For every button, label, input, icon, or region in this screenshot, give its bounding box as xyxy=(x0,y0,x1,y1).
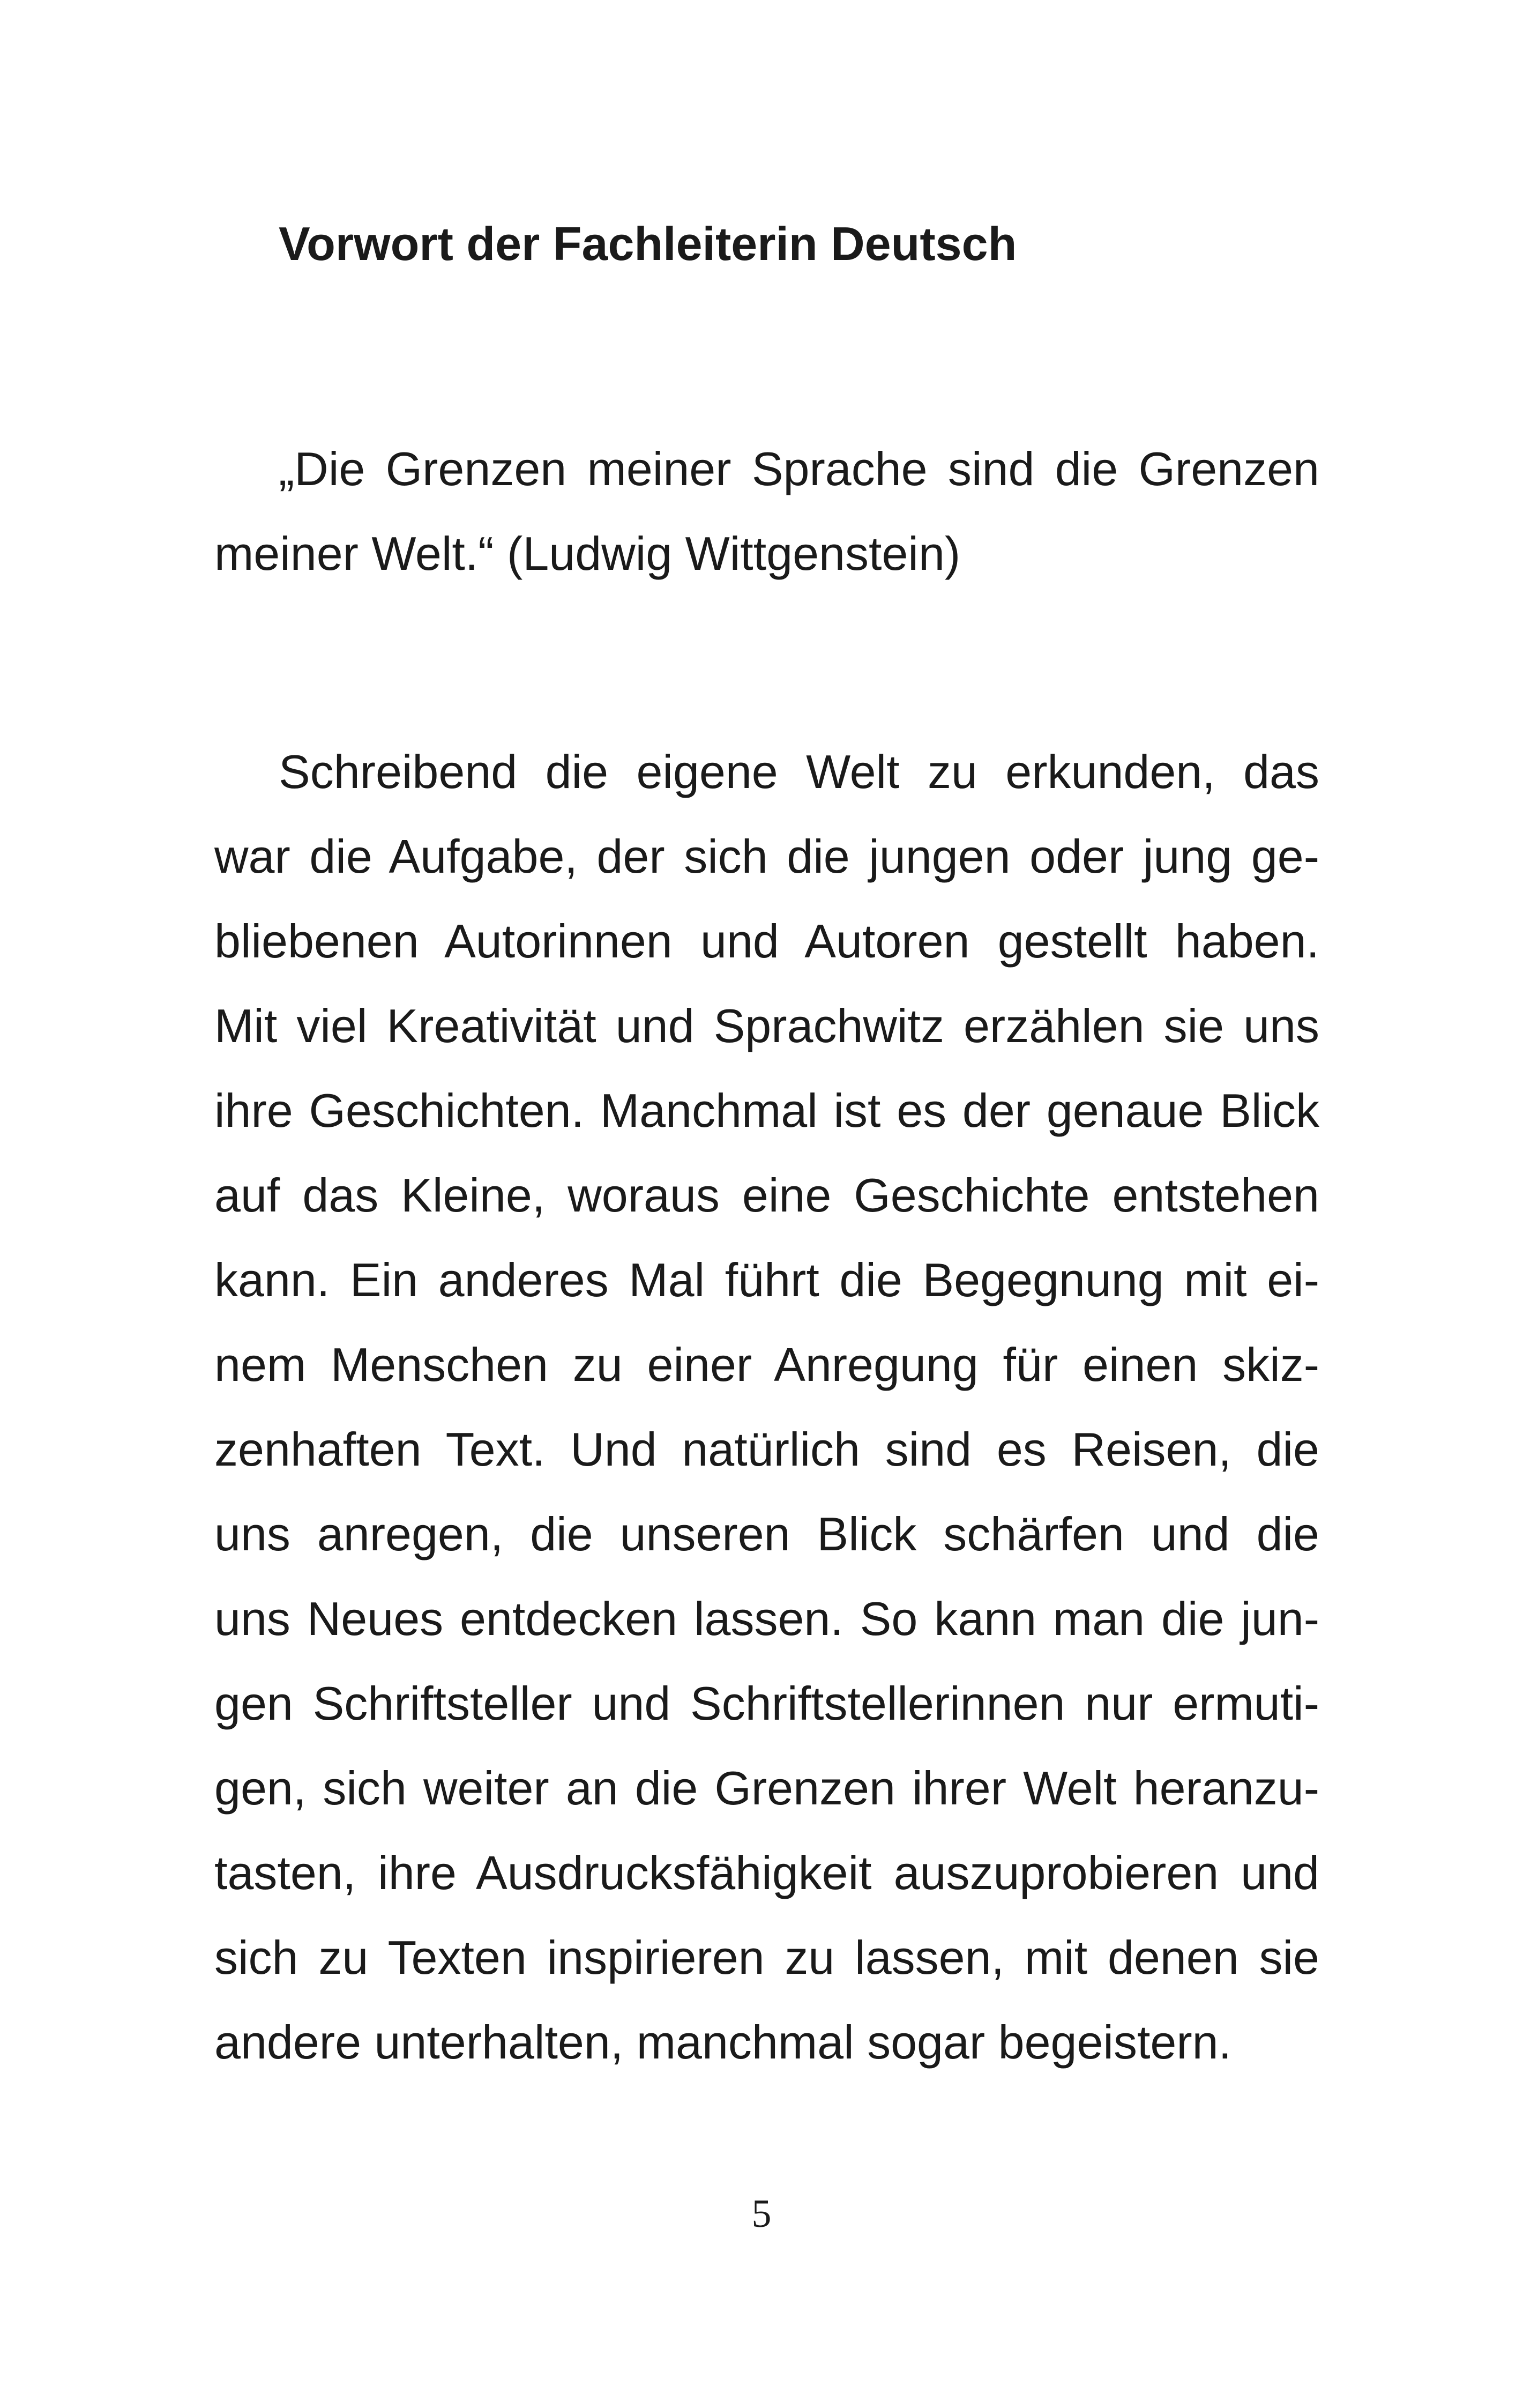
body-line: bliebenen Autorinnen und Autoren gestellt haben. xyxy=(214,915,1319,968)
body-line: andere unterhalten, manchmal sogar begeistern. xyxy=(214,2016,1232,2069)
body-line: tasten, ihre Ausdrucksfähigkeit auszuprobieren und xyxy=(214,1846,1319,1899)
body-line: gen, sich weiter an die Grenzen ihrer Welt heranzu- xyxy=(214,1762,1319,1815)
body-line: Mit viel Kreativität und Sprachwitz erzählen sie uns xyxy=(214,999,1319,1052)
body-line: war die Aufgabe, der sich die jungen oder jung ge- xyxy=(214,830,1319,883)
page-number: 5 xyxy=(751,2192,772,2236)
body-line: kann. Ein anderes Mal führt die Begegnung mit ei- xyxy=(214,1253,1319,1306)
body-line: nem Menschen zu einer Anregung für einen skiz- xyxy=(214,1338,1319,1391)
body-line: uns anregen, die unseren Blick schärfen und die xyxy=(214,1507,1319,1560)
quote-line: „Die Grenzen meiner Sprache sind die Grenzen xyxy=(279,442,1319,495)
quote-line: meiner Welt.“ (Ludwig Wittgenstein) xyxy=(214,527,961,580)
body-line: Schreibend die eigene Welt zu erkunden, das xyxy=(279,745,1319,798)
body-line: gen Schriftsteller und Schriftstellerinnen nur ermuti- xyxy=(214,1677,1319,1730)
body-line: zenhaften Text. Und natürlich sind es Reisen, die xyxy=(214,1423,1319,1476)
body-line: sich zu Texten inspirieren zu lassen, mit denen sie xyxy=(214,1931,1319,1984)
body-line: uns Neues entdecken lassen. So kann man die jun- xyxy=(214,1592,1319,1645)
page-title: Vorwort der Fachleiterin Deutsch xyxy=(279,217,1017,270)
body-line: auf das Kleine, woraus eine Geschichte entstehen xyxy=(214,1169,1319,1222)
body-line: ihre Geschichten. Manchmal ist es der genaue Blick xyxy=(214,1084,1319,1137)
